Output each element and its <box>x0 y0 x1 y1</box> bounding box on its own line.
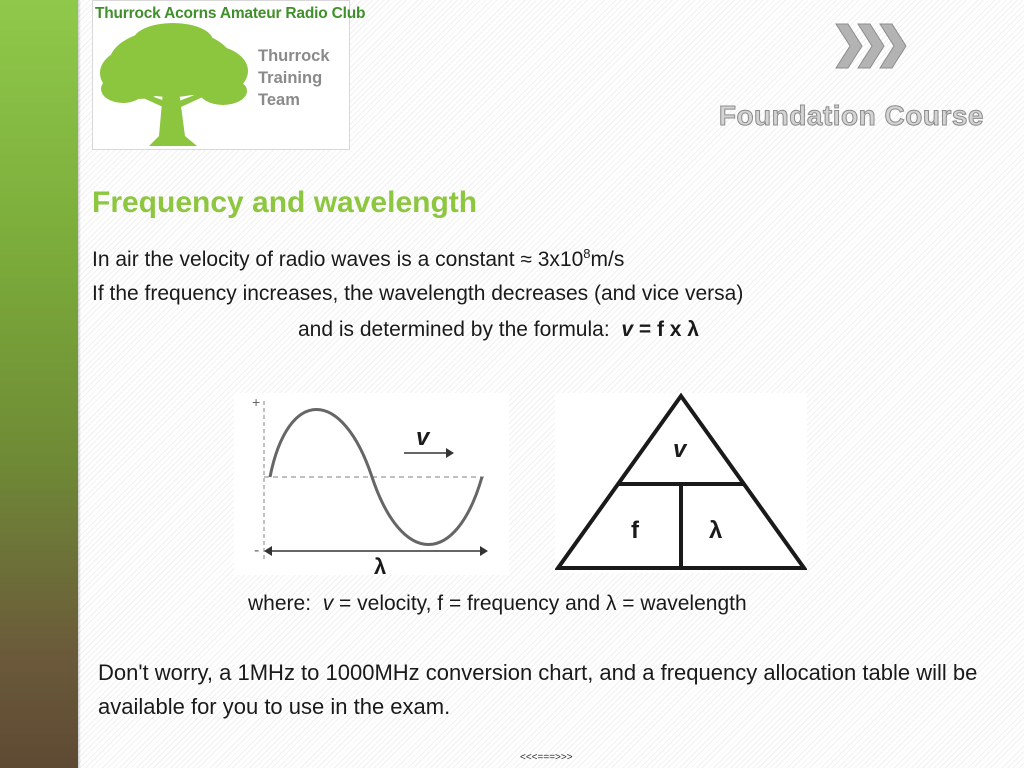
sidebar-bar <box>0 0 78 768</box>
variable-definitions <box>248 592 747 616</box>
velocity-statement <box>92 246 624 272</box>
triple-chevron-right-icon <box>834 18 914 78</box>
club-logo <box>92 0 366 150</box>
wave-velocity-label: v <box>416 424 430 451</box>
formula-rest: = f x λ <box>633 318 699 341</box>
slide-footer: <<<===>>> <box>520 752 573 763</box>
wave-diagram <box>234 393 509 575</box>
triangle-v-label: v <box>673 436 687 463</box>
formula-triangle <box>555 393 807 573</box>
team-name-line1: Thurrock <box>258 47 330 65</box>
formula-statement <box>298 318 699 342</box>
exam-note: Don't worry, a 1MHz to 1000MHz conversion chart, and a frequency allocation table will be available for you to use in the exam. <box>98 660 978 719</box>
team-name-line3: Team <box>258 91 300 109</box>
team-name-line2: Training <box>258 69 323 87</box>
wave-plus-label: + <box>252 394 261 410</box>
exponent: 8 <box>583 246 591 261</box>
wave-diagram-background <box>234 393 509 575</box>
velocity-unit: m/s <box>590 248 625 271</box>
wave-wavelength-label: λ <box>374 554 387 575</box>
team-name <box>258 45 330 111</box>
formula-v: v <box>621 318 634 341</box>
triangle-lambda-label: λ <box>709 517 723 544</box>
where-prefix: where: <box>248 592 312 615</box>
formula-intro: and is determined by the formula: <box>298 318 610 341</box>
slide-title: Frequency and wavelength <box>92 186 478 219</box>
where-rest: = velocity, f = frequency and λ = wavelength <box>333 592 747 615</box>
club-name: Thurrock Acorns Amateur Radio Club <box>95 5 366 22</box>
wave-minus-label: - <box>254 542 260 559</box>
course-title: Foundation Course <box>718 100 984 131</box>
frequency-statement: If the frequency increases, the wavelength decreases (and vice versa) <box>92 282 744 305</box>
formula <box>621 318 699 341</box>
where-v: v <box>322 592 334 615</box>
triangle-f-label: f <box>631 517 639 544</box>
sidebar-edge <box>78 0 81 768</box>
velocity-statement-text: In air the velocity of radio waves is a constant ≈ 3x10 <box>92 248 584 271</box>
